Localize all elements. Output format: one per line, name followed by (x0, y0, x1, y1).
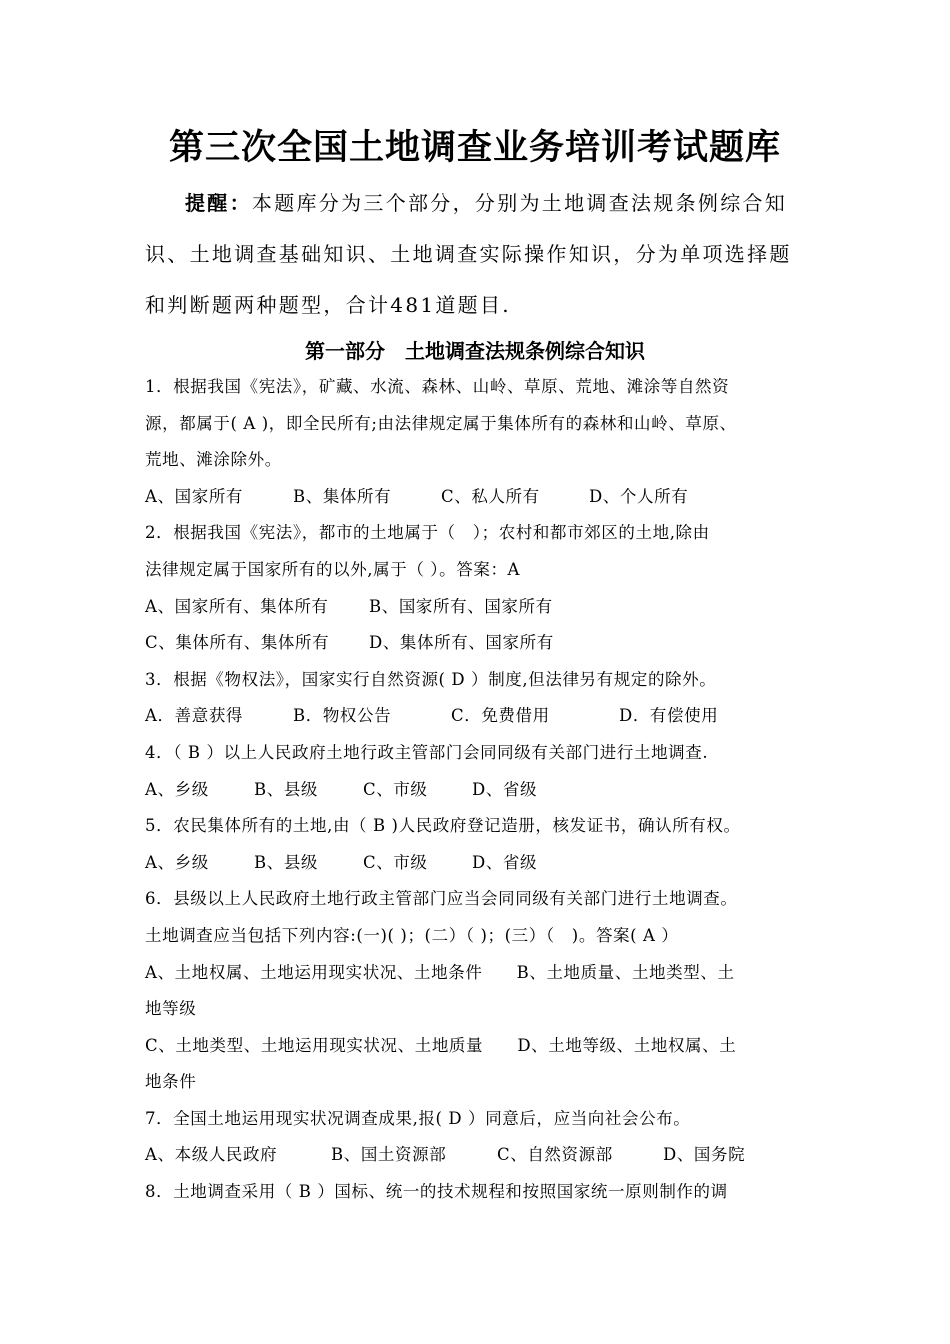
question-1-options (145, 479, 810, 516)
question-8-line-1: 8．土地调查采用（ B ）国标、统一的技术规程和按照国家统一原则制作的调 (145, 1182, 728, 1202)
option-c: C、市级 (363, 779, 428, 799)
question-1-line-3: 荒地、滩涂除外。 (145, 450, 282, 470)
question-2-options-row-1 (145, 589, 810, 626)
intro-label: 提醒： (185, 191, 252, 215)
option-c: C、集体所有、集体所有 (145, 633, 330, 653)
option-c: C、市级 (363, 852, 428, 872)
option-d: D．有偿使用 (619, 706, 719, 726)
option-c: C．免费借用 (451, 706, 550, 726)
question-1-line-1: 1．根据我国《宪法》，矿藏、水流、森林、山岭、草原、荒地、滩涂等自然资 (145, 377, 730, 396)
option-c: C、私人所有 (441, 486, 540, 506)
question-3-options (145, 698, 810, 735)
question-4-options (145, 772, 810, 809)
document-title: 第三次全国土地调查业务培训考试题库 (168, 128, 781, 168)
option-d: D、集体所有、国家所有 (369, 633, 554, 653)
option-a: A、国家所有 (145, 486, 244, 506)
option-a: A、国家所有、集体所有 (145, 596, 329, 616)
question-7-options (145, 1137, 810, 1174)
question-7-line-1: 7．全国土地运用现实状况调查成果,报( D ）同意后，应当向社会公布。 (145, 1108, 691, 1128)
question-6-options-line-2: 地等级 (145, 999, 197, 1019)
option-b: B、国家所有、国家所有 (369, 596, 553, 616)
option-a: A、乡级 (145, 779, 209, 799)
question-1-line-2: 源，都属于( A )，即全民所有;由法律规定属于集体所有的森林和山岭、草原、 (145, 413, 737, 433)
option-d: D、省级 (472, 779, 538, 799)
question-3-line-1: 3．根据《物权法》，国家实行自然资源( D ）制度,但法律另有规定的除外。 (145, 669, 717, 689)
question-2-options-row-2 (145, 625, 810, 662)
intro-paragraph (145, 178, 815, 331)
option-b: B、集体所有 (293, 486, 392, 506)
question-2-line-2: 法律规定属于国家所有的以外,属于（ ）。答案：A (145, 559, 521, 579)
option-d: D、个人所有 (589, 486, 689, 506)
option-a: A．善意获得 (145, 706, 244, 726)
option-a: A、本级人民政府 (145, 1145, 278, 1165)
question-6-line-2: 土地调查应当包括下列内容:(一)( )；(二）（ )；(三）（ )。答案( A ） (145, 925, 679, 945)
question-6-options-line-3: C、土地类型、土地运用现实状况、土地质量 D、土地等级、土地权属、土 (145, 1035, 737, 1055)
intro-line-2: 识、土地调查基础知识、土地调查实际操作知识，分为单项选择题 (145, 242, 792, 266)
option-b: B．物权公告 (293, 706, 392, 726)
option-b: B、县级 (254, 852, 319, 872)
intro-line-1: 本题库分为三个部分，分别为土地调查法规条例综合知 (251, 191, 788, 215)
question-4-line-1: 4．（ B ）以上人民政府土地行政主管部门会同同级有关部门进行土地调查. (145, 742, 709, 762)
option-a: A、乡级 (145, 852, 209, 872)
section-heading: 第一部分 土地调查法规条例综合知识 (305, 339, 645, 363)
question-6-options-line-1: A、土地权属、土地运用现实状况、土地条件 B、土地质量、土地类型、土 (145, 962, 735, 982)
option-b: B、县级 (254, 779, 319, 799)
option-d: D、省级 (472, 852, 538, 872)
question-2-line-1: 2．根据我国《宪法》，都市的土地属于（ ）；农村和都市郊区的土地,除由 (145, 523, 710, 543)
question-list (145, 369, 810, 1211)
question-5-line-1: 5．农民集体所有的土地,由（ B )人民政府登记造册，核发证书，确认所有权。 (145, 816, 741, 836)
question-6-line-1: 6．县级以上人民政府土地行政主管部门应当会同同级有关部门进行土地调查。 (145, 889, 738, 909)
option-c: C、自然资源部 (497, 1145, 613, 1165)
intro-line-3: 和判断题两种题型，合计481道题目. (145, 293, 511, 317)
option-d: D、国务院 (663, 1145, 746, 1165)
question-5-options (145, 845, 810, 882)
question-6-options-line-4: 地条件 (145, 1072, 197, 1092)
option-b: B、国土资源部 (331, 1145, 447, 1165)
